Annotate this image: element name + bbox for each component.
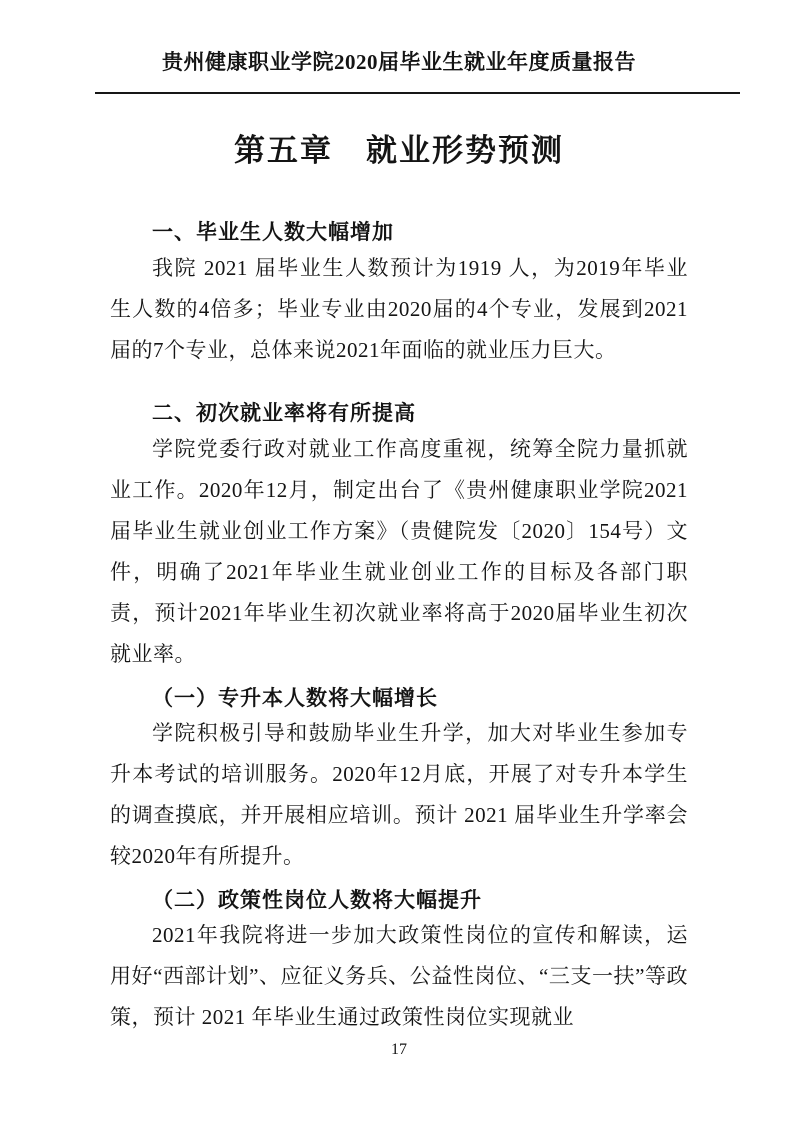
section-1-paragraph: 我院 2021 届毕业生人数预计为1919 人，为2019年毕业生人数的4倍多；毕业专业由2020届的4个专业，发展到2021届的7个专业，总体来说2021年面临的就业压力巨大。 (110, 256, 688, 362)
subsection-1-paragraph: 学院积极引导和鼓励毕业生升学，加大对毕业生参加专升本考试的培训服务。2020年12月底，开展了对专升本学生的调查摸底，并开展相应培训。预计 2021 届毕业生升学率会较2020年有所提升。 (110, 721, 688, 868)
subsection-heading-1: （一）专升本人数将大幅增长 (152, 686, 438, 710)
chapter-title: 第五章 就业形势预测 (234, 133, 564, 168)
section-heading-1: 一、毕业生人数大幅增加 (152, 221, 394, 244)
section-2-paragraph: 学院党委行政对就业工作高度重视，统筹全院力量抓就业工作。2020年12月，制定出台了《贵州健康职业学院2021届毕业生就业创业工作方案》（贵健院发〔2020〕154号）文件，明确了2021年毕业生就业创业工作的目标及各部门职责，预计2021年毕业生初次就业率将高于2020届毕业生初次就业率。 (110, 437, 688, 666)
page-header-title: 贵州健康职业学院2020届毕业生就业年度质量报告 (162, 50, 636, 74)
subsection-2-paragraph: 2021年我院将进一步加大政策性岗位的宣传和解读，运用好“西部计划”、应征义务兵、公益性岗位、“三支一扶”等政策，预计 2021 年毕业生通过政策性岗位实现就业 (110, 923, 688, 1029)
page-number: 17 (391, 1041, 407, 1058)
subsection-heading-2: （二）政策性岗位人数将大幅提升 (152, 888, 482, 912)
section-heading-2: 二、初次就业率将有所提高 (152, 402, 416, 425)
header-rule-divider (95, 92, 740, 94)
